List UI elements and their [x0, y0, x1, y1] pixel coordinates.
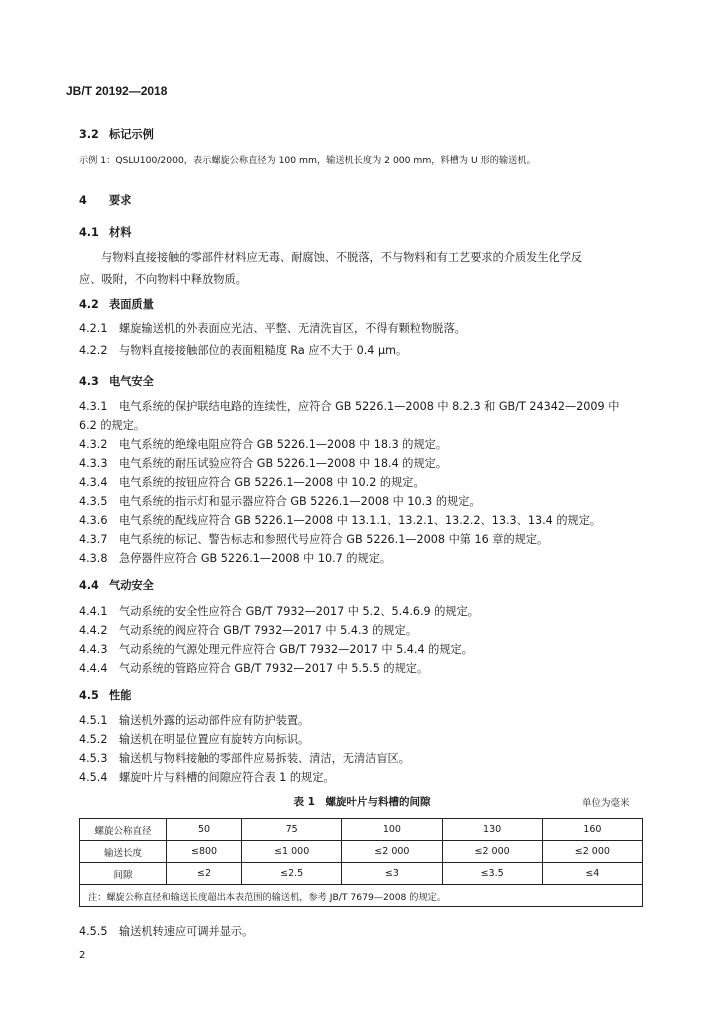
clause-4-5-2	[79, 731, 309, 747]
clause-number: 4.5.3	[79, 752, 108, 765]
table-note-row	[80, 885, 643, 907]
clause-text: 电气系统的指示灯和显示器应符合 GB 5226.1—2008 中 10.3 的规定。	[119, 495, 481, 508]
table-title: 表 1 螺旋叶片与料槽的间隙	[293, 796, 431, 808]
section-4-1-heading	[79, 224, 131, 240]
clause-number: 4.3.7	[79, 533, 108, 546]
table-cell: ≤2 000	[342, 841, 442, 863]
section-title: 要求	[109, 194, 132, 207]
gap-table	[79, 818, 643, 907]
section-4-5-heading	[79, 687, 131, 703]
section-title: 标记示例	[109, 128, 154, 141]
section-4-4-heading	[79, 577, 154, 593]
section-3-2-heading	[79, 126, 154, 142]
section-number: 4.5	[79, 689, 99, 702]
section-4-heading	[79, 192, 131, 208]
clause-text: 气动系统的阀应符合 GB/T 7932—2017 中 5.4.3 的规定。	[119, 624, 417, 637]
table-cell: 输送长度	[80, 841, 167, 863]
section-number: 4.2	[79, 298, 99, 311]
clause-4-3-1-continued: 6.2 的规定。	[79, 419, 146, 432]
section-title: 气动安全	[109, 579, 154, 592]
clause-number: 4.4.2	[79, 624, 108, 637]
example-text: 示例 1：QSLU100/2000，表示螺旋公称直径为 100 mm，输送机长度为 2 000 mm，料槽为 U 形的输送机。	[79, 155, 536, 166]
clause-text: 气动系统的安全性应符合 GB/T 7932—2017 中 5.2、5.4.6.9 的规定。	[119, 605, 479, 618]
clause-text: 输送机外露的运动部件应有防护装置。	[119, 714, 310, 727]
clause-text: 输送机转速应可调并显示。	[119, 925, 254, 938]
table-cell: ≤2	[167, 863, 242, 885]
table-unit: 单位为毫米	[582, 798, 630, 809]
clause-number: 4.3.6	[79, 514, 108, 527]
clause-number: 4.5.5	[79, 925, 108, 938]
clause-text: 气动系统的气源处理元件应符合 GB/T 7932—2017 中 5.4.4 的规定。	[119, 643, 473, 656]
clause-number: 4.5.4	[79, 771, 108, 784]
table-row	[80, 841, 643, 863]
clause-number: 4.2.2	[79, 344, 108, 357]
section-number: 4.3	[79, 375, 99, 388]
clause-number: 4.4.1	[79, 605, 108, 618]
section-title: 材料	[109, 226, 132, 239]
table-cell: ≤3.5	[442, 863, 542, 885]
clause-text: 输送机在明显位置应有旋转方向标识。	[119, 733, 310, 746]
table-cell: ≤3	[342, 863, 442, 885]
clause-text: 电气系统的保护联结电路的连续性，应符合 GB 5226.1—2008 中 8.2.3 和 GB/T 24342—2009 中	[119, 400, 620, 413]
clause-4-5-5	[79, 923, 253, 939]
table-row	[80, 863, 643, 885]
clause-number: 4.3.8	[79, 552, 108, 565]
clause-text: 电气系统的标记、警告标志和参照代号应符合 GB 5226.1—2008 中第 16 章的规定。	[119, 533, 549, 546]
clause-text: 电气系统的绝缘电阻应符合 GB 5226.1—2008 中 18.3 的规定。	[119, 438, 448, 451]
table-cell: 100	[342, 819, 442, 841]
clause-text: 电气系统的配线应符合 GB 5226.1—2008 中 13.1.1、13.2.1、13.2.2、13.3、13.4 的规定。	[119, 514, 602, 527]
table-cell: ≤4	[542, 863, 642, 885]
clause-number: 4.2.1	[79, 322, 108, 335]
section-title: 电气安全	[109, 375, 154, 388]
clause-4-3-8	[79, 550, 391, 566]
table-cell: 螺旋公称直径	[80, 819, 167, 841]
clause-4-3-2	[79, 436, 447, 452]
clause-text: 气动系统的管路应符合 GB/T 7932—2017 中 5.5.5 的规定。	[119, 662, 429, 675]
clause-number: 4.3.2	[79, 438, 108, 451]
clause-4-3-6	[79, 512, 601, 528]
section-title: 表面质量	[109, 298, 154, 311]
section-4-2-heading	[79, 296, 154, 312]
table-cell: 间隙	[80, 863, 167, 885]
clause-number: 4.3.4	[79, 476, 108, 489]
clause-4-4-2	[79, 622, 417, 638]
clause-4-4-1	[79, 603, 479, 619]
clause-text: 与物料直接接触部位的表面粗糙度 Ra 应不大于 0.4 μm。	[119, 344, 408, 357]
clause-4-2-2	[79, 342, 407, 358]
clause-number: 4.3.5	[79, 495, 108, 508]
clause-number: 4.4.4	[79, 662, 108, 675]
clause-4-5-3	[79, 750, 410, 766]
clause-4-2-1	[79, 320, 466, 336]
clause-4-3-3	[79, 455, 447, 471]
document-code: JB/T 20192—2018	[66, 84, 168, 98]
clause-4-5-1	[79, 712, 309, 728]
clause-number: 4.4.3	[79, 643, 108, 656]
clause-text: 急停器件应符合 GB 5226.1—2008 中 10.7 的规定。	[119, 552, 392, 565]
table-cell: ≤1 000	[242, 841, 342, 863]
table-cell: 130	[442, 819, 542, 841]
section-title: 性能	[109, 689, 132, 702]
clause-4-3-7	[79, 531, 548, 547]
paragraph-4-1-line2: 应、吸附，不向物料中释放物质。	[79, 273, 247, 286]
clause-text: 螺旋输送机的外表面应光洁、平整、无清洗盲区，不得有颗粒物脱落。	[119, 322, 466, 335]
clause-number: 4.5.1	[79, 714, 108, 727]
clause-number: 4.5.2	[79, 733, 108, 746]
table-cell: ≤2 000	[442, 841, 542, 863]
clause-4-5-4	[79, 769, 335, 785]
table-note: 注：螺旋公称直径和输送长度超出本表范围的输送机，参考 JB/T 7679—2008 的规定。	[80, 885, 643, 907]
clause-4-3-1	[79, 398, 619, 414]
clause-4-3-4	[79, 474, 425, 490]
clause-text: 电气系统的按钮应符合 GB 5226.1—2008 中 10.2 的规定。	[119, 476, 425, 489]
section-number: 4.1	[79, 226, 99, 239]
paragraph-4-1-line1: 与物料直接接触的零部件材料应无毒、耐腐蚀、不脱落，不与物料和有工艺要求的介质发生化学反	[101, 251, 583, 264]
section-number: 3.2	[79, 128, 99, 141]
section-number: 4	[79, 194, 87, 207]
page-number: 2	[79, 950, 86, 961]
clause-4-4-4	[79, 660, 428, 676]
table-cell: ≤2 000	[542, 841, 642, 863]
clause-text: 螺旋叶片与料槽的间隙应符合表 1 的规定。	[119, 771, 335, 784]
section-number: 4.4	[79, 579, 99, 592]
table-cell: 50	[167, 819, 242, 841]
clause-number: 4.3.1	[79, 400, 108, 413]
clause-4-4-3	[79, 641, 473, 657]
clause-text: 电气系统的耐压试验应符合 GB 5226.1—2008 中 18.4 的规定。	[119, 457, 448, 470]
table-cell: ≤2.5	[242, 863, 342, 885]
table-row	[80, 819, 643, 841]
clause-number: 4.3.3	[79, 457, 108, 470]
clause-text: 输送机与物料接触的零部件应易拆装、清洁，无清洁盲区。	[119, 752, 410, 765]
table-cell: 75	[242, 819, 342, 841]
clause-4-3-5	[79, 493, 481, 509]
table-cell: ≤800	[167, 841, 242, 863]
section-4-3-heading	[79, 373, 154, 389]
table-cell: 160	[542, 819, 642, 841]
